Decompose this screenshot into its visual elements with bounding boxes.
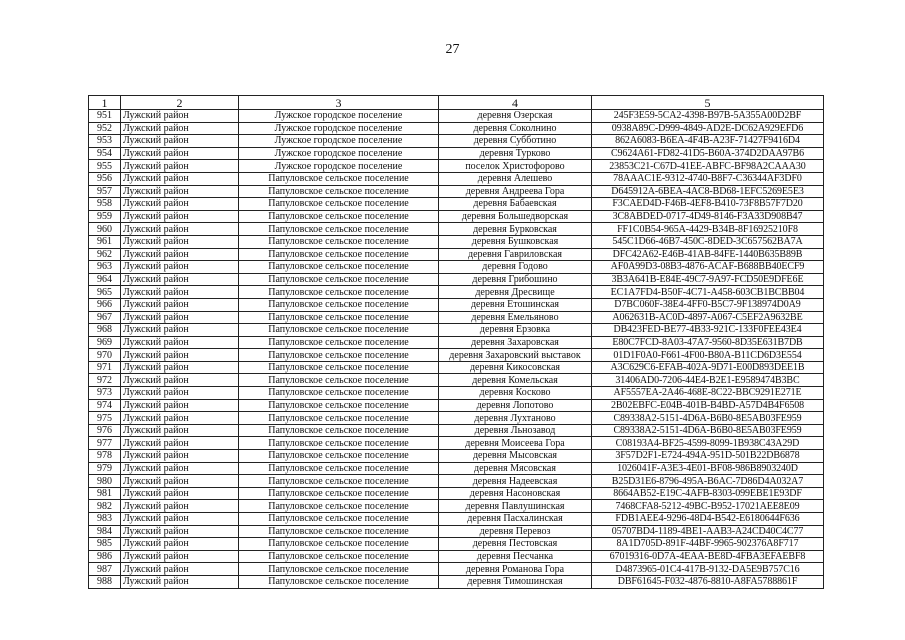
locality-name: деревня Лухтаново xyxy=(439,412,592,425)
table-row xyxy=(89,286,824,299)
district-name: Лужский район xyxy=(121,324,239,337)
locality-name: деревня Косково xyxy=(439,387,592,400)
table-row xyxy=(89,575,824,588)
district-name: Лужский район xyxy=(121,286,239,299)
row-number: 956 xyxy=(89,172,121,185)
locality-name: деревня Лопотово xyxy=(439,399,592,412)
locality-name: деревня Ерзовка xyxy=(439,324,592,337)
guid-code: 67019316-0D7A-4EAA-BE8D-4FBA3EFAEBF8 xyxy=(592,550,824,563)
guid-code: B25D31E6-8796-495A-B6AC-7D86D4A032A7 xyxy=(592,475,824,488)
row-number: 961 xyxy=(89,235,121,248)
header-col-3: 3 xyxy=(239,96,439,110)
district-name: Лужский район xyxy=(121,273,239,286)
locality-name: деревня Грибошино xyxy=(439,273,592,286)
district-name: Лужский район xyxy=(121,147,239,160)
settlement-name: Папуловское сельское поселение xyxy=(239,248,439,261)
settlement-name: Лужское городское поселение xyxy=(239,110,439,123)
table-header-row xyxy=(89,96,824,110)
header-col-5: 5 xyxy=(592,96,824,110)
table-row xyxy=(89,235,824,248)
settlement-name: Папуловское сельское поселение xyxy=(239,311,439,324)
district-name: Лужский район xyxy=(121,185,239,198)
row-number: 959 xyxy=(89,210,121,223)
locality-name: деревня Насоновская xyxy=(439,487,592,500)
guid-code: 78AAAC1E-9312-4740-B8F7-C36344AF3DF0 xyxy=(592,172,824,185)
table-row xyxy=(89,273,824,286)
table-row xyxy=(89,437,824,450)
row-number: 972 xyxy=(89,374,121,387)
table-row xyxy=(89,361,824,374)
guid-code: FF1C0B54-965A-4429-B34B-8F16925210F8 xyxy=(592,223,824,236)
settlement-name: Папуловское сельское поселение xyxy=(239,198,439,211)
locality-name: деревня Годово xyxy=(439,261,592,274)
locality-name: деревня Захаровский выставок xyxy=(439,349,592,362)
guid-code: DFC42A62-E46B-41AB-84FE-1440B635B89B xyxy=(592,248,824,261)
district-name: Лужский район xyxy=(121,349,239,362)
district-name: Лужский район xyxy=(121,172,239,185)
settlement-name: Папуловское сельское поселение xyxy=(239,550,439,563)
locality-name: деревня Турково xyxy=(439,147,592,160)
locality-name: деревня Захаровская xyxy=(439,336,592,349)
table-row xyxy=(89,513,824,526)
settlement-name: Папуловское сельское поселение xyxy=(239,500,439,513)
settlement-name: Папуловское сельское поселение xyxy=(239,525,439,538)
settlement-name: Папуловское сельское поселение xyxy=(239,298,439,311)
settlement-name: Папуловское сельское поселение xyxy=(239,172,439,185)
settlement-name: Папуловское сельское поселение xyxy=(239,513,439,526)
guid-code: AF5557EA-2A46-468E-8C22-BBC9291E271E xyxy=(592,387,824,400)
row-number: 966 xyxy=(89,298,121,311)
district-name: Лужский район xyxy=(121,450,239,463)
guid-code: 1026041F-A3E3-4E01-BF08-986B8903240D xyxy=(592,462,824,475)
guid-code: EC1A7FD4-B50F-4C71-A458-603CB1BCBB04 xyxy=(592,286,824,299)
guid-code: 545C1D66-46B7-450C-8DED-3C657562BA7A xyxy=(592,235,824,248)
district-name: Лужский район xyxy=(121,122,239,135)
district-name: Лужский район xyxy=(121,361,239,374)
table-row xyxy=(89,550,824,563)
row-number: 963 xyxy=(89,261,121,274)
district-name: Лужский район xyxy=(121,223,239,236)
settlement-name: Лужское городское поселение xyxy=(239,135,439,148)
locality-name: деревня Озерская xyxy=(439,110,592,123)
guid-code: D4873965-01C4-417B-9132-DA5E9B757C16 xyxy=(592,563,824,576)
locality-name: деревня Тимошинская xyxy=(439,575,592,588)
row-number: 970 xyxy=(89,349,121,362)
locality-name: деревня Перевоз xyxy=(439,525,592,538)
district-name: Лужский район xyxy=(121,475,239,488)
locality-name: деревня Алешево xyxy=(439,172,592,185)
row-number: 957 xyxy=(89,185,121,198)
row-number: 969 xyxy=(89,336,121,349)
locality-name: поселок Христофорово xyxy=(439,160,592,173)
table-row xyxy=(89,399,824,412)
table-row xyxy=(89,475,824,488)
guid-code: 01D1F0A0-F661-4F00-B80A-B11CD6D3E554 xyxy=(592,349,824,362)
guid-code: F3CAED4D-F46B-4EF8-B410-73F8B57F7D20 xyxy=(592,198,824,211)
settlement-name: Папуловское сельское поселение xyxy=(239,286,439,299)
district-name: Лужский район xyxy=(121,210,239,223)
guid-code: C9624A61-FD82-41D5-B60A-374D2DAA97B6 xyxy=(592,147,824,160)
district-name: Лужский район xyxy=(121,437,239,450)
locality-name: деревня Етошинская xyxy=(439,298,592,311)
district-name: Лужский район xyxy=(121,538,239,551)
guid-code: 8664AB52-E19C-4AFB-8303-099EBE1E93DF xyxy=(592,487,824,500)
district-name: Лужский район xyxy=(121,550,239,563)
row-number: 962 xyxy=(89,248,121,261)
row-number: 968 xyxy=(89,324,121,337)
district-name: Лужский район xyxy=(121,261,239,274)
guid-code: A3C629C6-EFAB-402A-9D71-E00D893DEE1B xyxy=(592,361,824,374)
district-name: Лужский район xyxy=(121,135,239,148)
locality-name: деревня Гавриловская xyxy=(439,248,592,261)
district-name: Лужский район xyxy=(121,424,239,437)
guid-code: D645912A-6BEA-4AC8-BD68-1EFC5269E5E3 xyxy=(592,185,824,198)
row-number: 983 xyxy=(89,513,121,526)
table-row xyxy=(89,387,824,400)
settlement-name: Папуловское сельское поселение xyxy=(239,235,439,248)
district-name: Лужский район xyxy=(121,336,239,349)
row-number: 952 xyxy=(89,122,121,135)
settlement-name: Папуловское сельское поселение xyxy=(239,210,439,223)
locality-name: деревня Павлушинская xyxy=(439,500,592,513)
guid-code: DBF61645-F032-4876-8810-A8FA5788861F xyxy=(592,575,824,588)
guid-code: 3B3A641B-E84E-49C7-9A97-FCD50E9DFE6E xyxy=(592,273,824,286)
settlement-name: Папуловское сельское поселение xyxy=(239,324,439,337)
district-name: Лужский район xyxy=(121,248,239,261)
settlement-name: Папуловское сельское поселение xyxy=(239,437,439,450)
settlement-name: Папуловское сельское поселение xyxy=(239,399,439,412)
settlement-name: Папуловское сельское поселение xyxy=(239,361,439,374)
row-number: 978 xyxy=(89,450,121,463)
row-number: 981 xyxy=(89,487,121,500)
table-row xyxy=(89,462,824,475)
table-row xyxy=(89,172,824,185)
locality-name: деревня Емельяново xyxy=(439,311,592,324)
district-name: Лужский район xyxy=(121,513,239,526)
table-row xyxy=(89,248,824,261)
guid-code: C89338A2-5151-4D6A-B6B0-8E5AB03FE959 xyxy=(592,424,824,437)
row-number: 973 xyxy=(89,387,121,400)
row-number: 985 xyxy=(89,538,121,551)
table-row xyxy=(89,324,824,337)
locality-name: деревня Комельская xyxy=(439,374,592,387)
settlement-name: Папуловское сельское поселение xyxy=(239,387,439,400)
settlement-name: Папуловское сельское поселение xyxy=(239,424,439,437)
district-name: Лужский район xyxy=(121,500,239,513)
row-number: 971 xyxy=(89,361,121,374)
settlement-name: Папуловское сельское поселение xyxy=(239,412,439,425)
table-row xyxy=(89,336,824,349)
table-row xyxy=(89,424,824,437)
table-row xyxy=(89,198,824,211)
guid-code: 31406AD0-7206-44E4-B2E1-E9589474B3BC xyxy=(592,374,824,387)
settlement-name: Папуловское сельское поселение xyxy=(239,349,439,362)
page-number: 27 xyxy=(445,42,460,57)
district-name: Лужский район xyxy=(121,160,239,173)
district-name: Лужский район xyxy=(121,298,239,311)
district-name: Лужский район xyxy=(121,198,239,211)
settlement-name: Папуловское сельское поселение xyxy=(239,575,439,588)
guid-code: 245F3E59-5CA2-4398-B97B-5A355A00D2BF xyxy=(592,110,824,123)
guid-code: 05707BD4-1189-4BE1-AAB3-A24CD40C4C77 xyxy=(592,525,824,538)
table-row xyxy=(89,160,824,173)
row-number: 955 xyxy=(89,160,121,173)
district-name: Лужский район xyxy=(121,563,239,576)
settlement-name: Папуловское сельское поселение xyxy=(239,462,439,475)
locality-name: деревня Кикосовская xyxy=(439,361,592,374)
guid-code: C89338A2-5151-4D6A-B6B0-8E5AB03FE959 xyxy=(592,412,824,425)
row-number: 986 xyxy=(89,550,121,563)
settlement-name: Папуловское сельское поселение xyxy=(239,223,439,236)
table-row xyxy=(89,185,824,198)
table-row xyxy=(89,311,824,324)
guid-code: 2B02EBFC-E04B-401B-B4BD-A57D4B4F6508 xyxy=(592,399,824,412)
district-name: Лужский район xyxy=(121,575,239,588)
table-row xyxy=(89,210,824,223)
guid-code: 3C8ABDED-0717-4D49-8146-F3A33D908B47 xyxy=(592,210,824,223)
row-number: 953 xyxy=(89,135,121,148)
row-number: 960 xyxy=(89,223,121,236)
table-row xyxy=(89,147,824,160)
row-number: 988 xyxy=(89,575,121,588)
district-name: Лужский район xyxy=(121,487,239,500)
row-number: 980 xyxy=(89,475,121,488)
guid-code: 8A1D705D-891F-44BF-9965-902376A8F717 xyxy=(592,538,824,551)
row-number: 964 xyxy=(89,273,121,286)
locality-name: деревня Надеевская xyxy=(439,475,592,488)
guid-code: 7468CFA8-5212-49BC-B952-17021AEE8E09 xyxy=(592,500,824,513)
district-name: Лужский район xyxy=(121,462,239,475)
locality-name: деревня Мясовская xyxy=(439,462,592,475)
district-name: Лужский район xyxy=(121,412,239,425)
guid-code: DB423FED-BE77-4B33-921C-133F0FEE43E4 xyxy=(592,324,824,337)
guid-code: A062631B-AC0D-4897-A067-C5EF2A9632BE xyxy=(592,311,824,324)
table-row xyxy=(89,500,824,513)
table-row xyxy=(89,525,824,538)
table-row xyxy=(89,349,824,362)
row-number: 984 xyxy=(89,525,121,538)
guid-code: AF0A99D3-08B3-4876-ACAF-B688BB40ECF9 xyxy=(592,261,824,274)
locality-name: деревня Субботино xyxy=(439,135,592,148)
table-row xyxy=(89,261,824,274)
row-number: 951 xyxy=(89,110,121,123)
table-body xyxy=(89,110,824,589)
locality-name: деревня Андреева Гора xyxy=(439,185,592,198)
table-row xyxy=(89,135,824,148)
header-col-4: 4 xyxy=(439,96,592,110)
district-name: Лужский район xyxy=(121,387,239,400)
settlement-name: Папуловское сельское поселение xyxy=(239,273,439,286)
district-name: Лужский район xyxy=(121,525,239,538)
row-number: 954 xyxy=(89,147,121,160)
row-number: 975 xyxy=(89,412,121,425)
locality-name: деревня Мысовская xyxy=(439,450,592,463)
table-row xyxy=(89,412,824,425)
table-row xyxy=(89,298,824,311)
locality-name: деревня Пасхалинская xyxy=(439,513,592,526)
header-col-2: 2 xyxy=(121,96,239,110)
locality-name: деревня Бабаевская xyxy=(439,198,592,211)
guid-code: E80C7FCD-8A03-47A7-9560-8D35E631B7DB xyxy=(592,336,824,349)
locality-name: деревня Романова Гора xyxy=(439,563,592,576)
row-number: 976 xyxy=(89,424,121,437)
settlement-name: Папуловское сельское поселение xyxy=(239,450,439,463)
locality-name: деревня Дресвище xyxy=(439,286,592,299)
table-row xyxy=(89,110,824,123)
guid-code: 862A6083-B6EA-4F4B-A23F-71427F9416D4 xyxy=(592,135,824,148)
settlement-name: Папуловское сельское поселение xyxy=(239,487,439,500)
table-row xyxy=(89,450,824,463)
table-row xyxy=(89,538,824,551)
row-number: 958 xyxy=(89,198,121,211)
settlement-name: Папуловское сельское поселение xyxy=(239,475,439,488)
row-number: 987 xyxy=(89,563,121,576)
row-number: 977 xyxy=(89,437,121,450)
district-name: Лужский район xyxy=(121,110,239,123)
guid-code: FDB1AEE4-9296-48D4-B542-E6180644F636 xyxy=(592,513,824,526)
locality-name: деревня Льнозавод xyxy=(439,424,592,437)
guid-code: 0938A89C-D999-4849-AD2E-DC62A929EFD6 xyxy=(592,122,824,135)
row-number: 979 xyxy=(89,462,121,475)
row-number: 974 xyxy=(89,399,121,412)
settlement-name: Папуловское сельское поселение xyxy=(239,336,439,349)
settlement-name: Лужское городское поселение xyxy=(239,122,439,135)
table-row xyxy=(89,374,824,387)
locality-name: деревня Пестовская xyxy=(439,538,592,551)
guid-code: D7BC060F-38E4-4FF0-B5C7-9F138974D0A9 xyxy=(592,298,824,311)
row-number: 982 xyxy=(89,500,121,513)
district-name: Лужский район xyxy=(121,235,239,248)
locality-name: деревня Бушковская xyxy=(439,235,592,248)
locality-name: деревня Песчанка xyxy=(439,550,592,563)
district-name: Лужский район xyxy=(121,311,239,324)
header-col-1: 1 xyxy=(89,96,121,110)
settlement-name: Папуловское сельское поселение xyxy=(239,185,439,198)
table-row xyxy=(89,563,824,576)
row-number: 965 xyxy=(89,286,121,299)
locality-name: деревня Бурковская xyxy=(439,223,592,236)
row-number: 967 xyxy=(89,311,121,324)
table-row xyxy=(89,122,824,135)
locality-name: деревня Большедворская xyxy=(439,210,592,223)
settlement-name: Папуловское сельское поселение xyxy=(239,563,439,576)
guid-code: 3F57D2F1-E724-494A-951D-501B22DB6878 xyxy=(592,450,824,463)
table-row xyxy=(89,487,824,500)
settlement-name: Лужское городское поселение xyxy=(239,160,439,173)
settlement-registry-table xyxy=(88,95,824,589)
locality-name: деревня Моисеева Гора xyxy=(439,437,592,450)
district-name: Лужский район xyxy=(121,399,239,412)
district-name: Лужский район xyxy=(121,374,239,387)
table-row xyxy=(89,223,824,236)
settlement-name: Папуловское сельское поселение xyxy=(239,374,439,387)
settlement-name: Папуловское сельское поселение xyxy=(239,538,439,551)
guid-code: 23853C21-C67D-41EE-ABFC-BF98A2CAAA30 xyxy=(592,160,824,173)
settlement-name: Папуловское сельское поселение xyxy=(239,261,439,274)
settlement-name: Лужское городское поселение xyxy=(239,147,439,160)
locality-name: деревня Соколнино xyxy=(439,122,592,135)
guid-code: C08193A4-BF25-4599-8099-1B938C43A29D xyxy=(592,437,824,450)
